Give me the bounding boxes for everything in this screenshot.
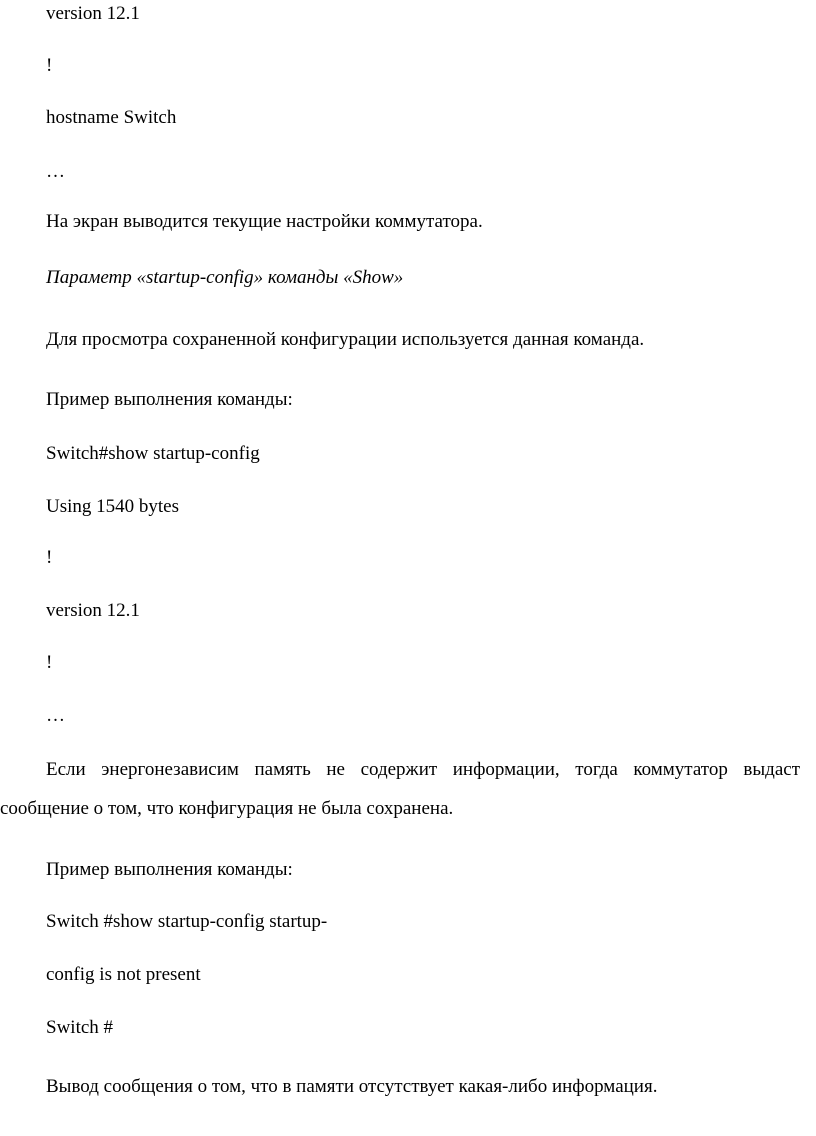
prompt-line: Switch # bbox=[46, 1017, 114, 1038]
command-line: Switch#show startup-config bbox=[46, 443, 260, 464]
output-description: Вывод сообщения о том, что в памяти отсутствует какая-либо информация. bbox=[46, 1076, 658, 1097]
config-version-line: version 12.1 bbox=[46, 600, 140, 621]
paragraph-line bbox=[0, 758, 800, 782]
bytes-line: Using 1540 bytes bbox=[46, 496, 179, 517]
config-separator: ! bbox=[46, 547, 53, 568]
paragraph-text: Если энергонезависим память не содержит информации, тогда коммутатор выдаст bbox=[46, 759, 800, 780]
running-config-description: На экран выводится текущие настройки коммутатора. bbox=[46, 211, 483, 232]
output-line: config is not present bbox=[46, 964, 201, 985]
config-version-line: version 12.1 bbox=[46, 3, 140, 24]
ellipsis: … bbox=[46, 705, 65, 726]
config-separator: ! bbox=[46, 652, 53, 673]
config-hostname-line: hostname Switch bbox=[46, 107, 177, 128]
section-heading: Параметр «startup-config» команды «Show» bbox=[46, 267, 404, 288]
example-label: Пример выполнения команды: bbox=[46, 389, 293, 410]
command-line: Switch #show startup-config startup- bbox=[46, 911, 328, 932]
paragraph-line: сообщение о том, что конфигурация не была сохранена. bbox=[0, 798, 454, 819]
example-label: Пример выполнения команды: bbox=[46, 859, 293, 880]
config-separator: ! bbox=[46, 55, 53, 76]
ellipsis: … bbox=[46, 161, 65, 182]
startup-config-description: Для просмотра сохраненной конфигурации используется данная команда. bbox=[46, 329, 645, 350]
